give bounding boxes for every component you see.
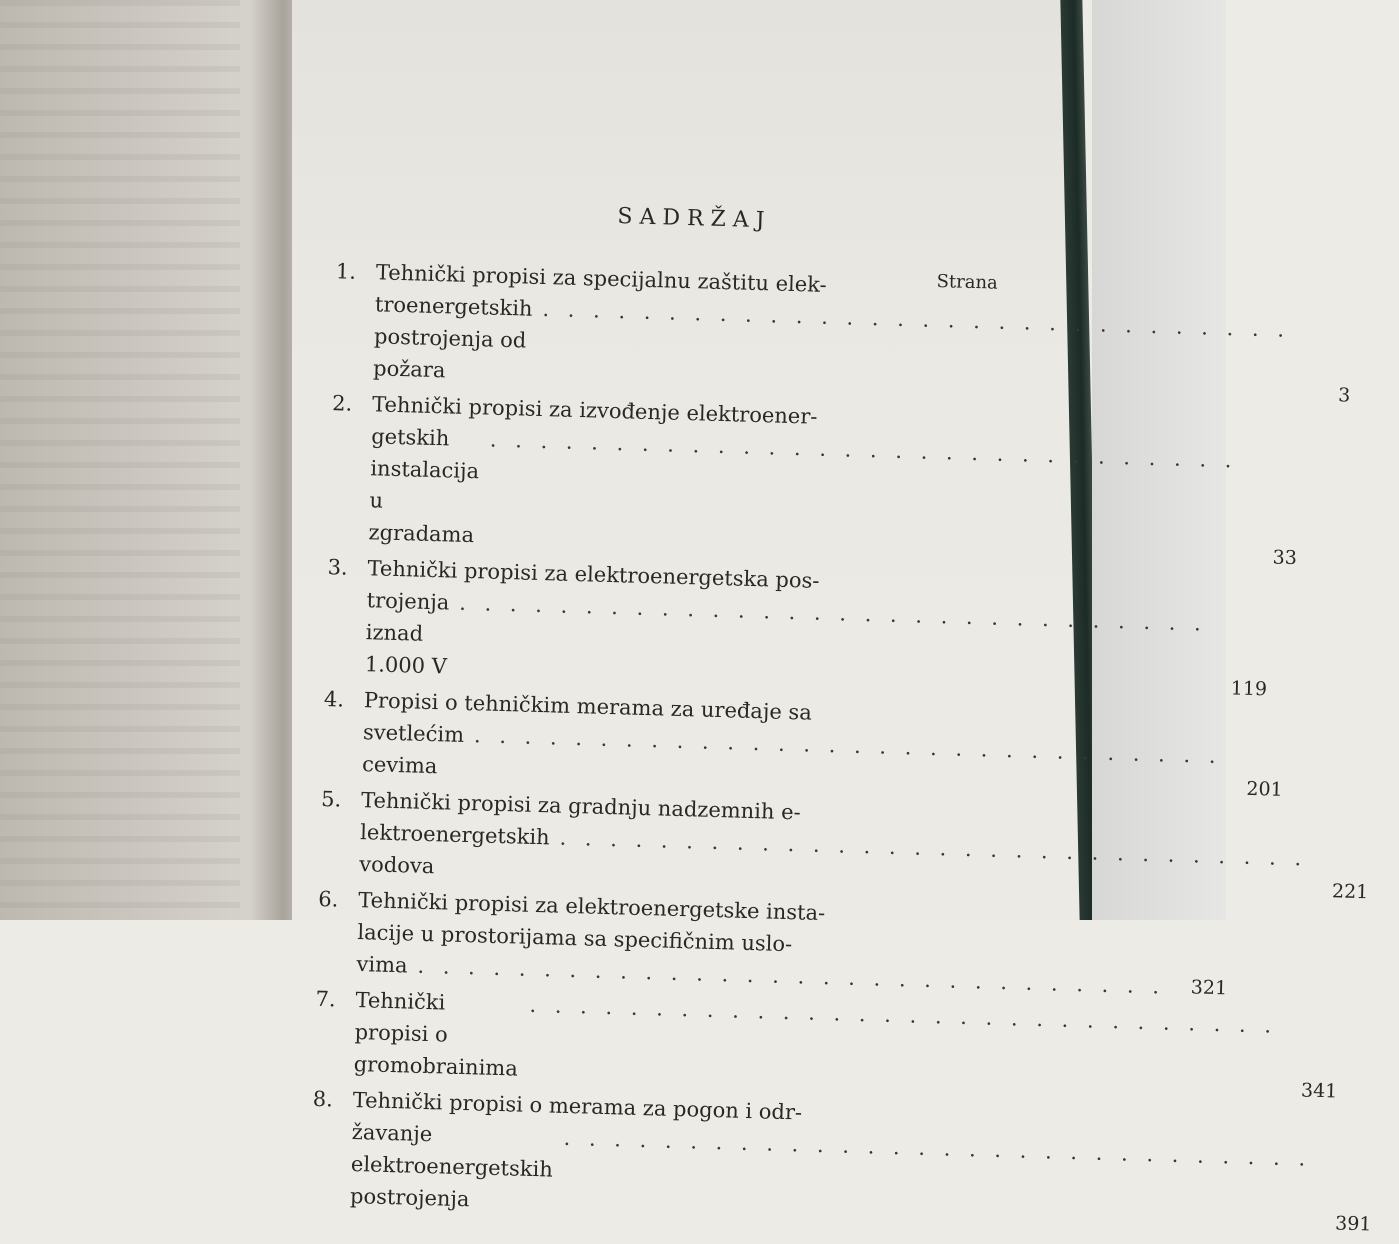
dot-leader: . . . . . . . . . . . . . . . . . . . . . . . . . . . . . . — [489, 427, 1238, 473]
toc-entry-page: 201 — [1246, 777, 1283, 801]
toc-entry-title — [364, 552, 1208, 703]
toc-entries — [302, 255, 1372, 1236]
dot-leader: . . . . . . . . . . . . . . . . . . . . . . . . . . . . . . — [563, 1125, 1312, 1171]
toc-entry-page: 33 — [1272, 546, 1298, 570]
toc-entry-page: 119 — [1230, 677, 1268, 701]
toc-entry-line: lacije u prostorijama sa specifičnim uslo- — [357, 920, 793, 957]
toc-entry-number: 5. — [320, 786, 342, 812]
toc-entry-number: 7. — [315, 986, 336, 1012]
toc-entry-line: trojenja iznad 1.000 V — [364, 588, 450, 679]
toc-entry-line: Tehnički propisi za elektroenergetske insta- — [358, 888, 826, 926]
dot-leader: . . . . . . . . . . . . . . . . . . . . . . . . . . . . . . — [559, 825, 1308, 871]
page-column-header: Strana — [936, 270, 999, 294]
toc-entry-line: vima — [356, 952, 408, 978]
toc-entry-title — [373, 256, 1292, 410]
toc-entry — [320, 387, 1298, 570]
dot-leader: . . . . . . . . . . . . . . . . . . . . . . . . . . . . . . — [417, 953, 1166, 999]
toc-entry-number: 3. — [327, 555, 349, 580]
toc-entry-line: Tehnički propisi za izvođenje elektroener- — [371, 392, 818, 429]
left-page — [0, 0, 292, 920]
dot-leader: . . . . . . . . . . . . . . . . . . . . . . . . . . . . . . — [542, 296, 1291, 342]
toc-entry-title — [350, 1084, 1313, 1239]
toc-entry-line: getskih instalacija u zgradama — [368, 424, 480, 548]
toc-title: SADRŽAJ — [617, 204, 772, 234]
table-of-contents — [302, 196, 1372, 1236]
toc-entry-page: 341 — [1300, 1079, 1338, 1103]
toc-entry-line: lektroenergetskih vodova — [359, 820, 550, 879]
left-page-blurred-text — [0, 0, 240, 920]
toc-entry-page: 3 — [1337, 384, 1351, 407]
toc-entry-line: svetlećim cevima — [361, 720, 465, 779]
toc-entry — [317, 551, 1268, 701]
toc-entry-title — [368, 388, 1239, 572]
toc-entry-page: 221 — [1331, 880, 1369, 904]
dot-leader: . . . . . . . . . . . . . . . . . . . . . . . . . . . . . . — [473, 723, 1222, 769]
toc-entry-page: 391 — [1334, 1212, 1372, 1236]
toc-entry — [308, 883, 1228, 1000]
toc-entry-number: 4. — [323, 687, 345, 712]
toc-entry-number: 6. — [318, 886, 339, 912]
toc-entry-line: Propisi o tehničkim merama za uređaje sa — [363, 688, 813, 725]
dot-leader: . . . . . . . . . . . . . . . . . . . . . . . . . . . . . . — [458, 590, 1208, 636]
toc-entry-line: troenergetskih postrojenja od požara — [372, 292, 533, 383]
toc-entry-line: Tehnički propisi za elektroenergetska pos- — [367, 556, 820, 593]
dot-leader: . . . . . . . . . . . . . . . . . . . . . . . . . . . . . . — [529, 992, 1278, 1038]
toc-entry-last-line — [368, 420, 1238, 572]
toc-entry-line: Tehnički propisi o gromobrainima — [353, 988, 519, 1081]
toc-entry-number: 2. — [331, 391, 353, 416]
toc-entry-number: 1. — [335, 259, 357, 284]
toc-entry — [325, 255, 1351, 407]
toc-entry-page: 321 — [1190, 976, 1228, 1000]
toc-entry-line: Tehnički propisi o merama za pogon i odr- — [352, 1087, 803, 1125]
toc-entry-line: žavanje elektroenergetskih postrojenja — [349, 1119, 554, 1212]
toc-entry-line: Tehnički propisi za gradnju nadzemnih e- — [360, 788, 802, 825]
toc-entry-line: Tehnički propisi za specijalnu zaštitu elek- — [375, 260, 827, 297]
toc-entry-number: 8. — [312, 1086, 334, 1112]
